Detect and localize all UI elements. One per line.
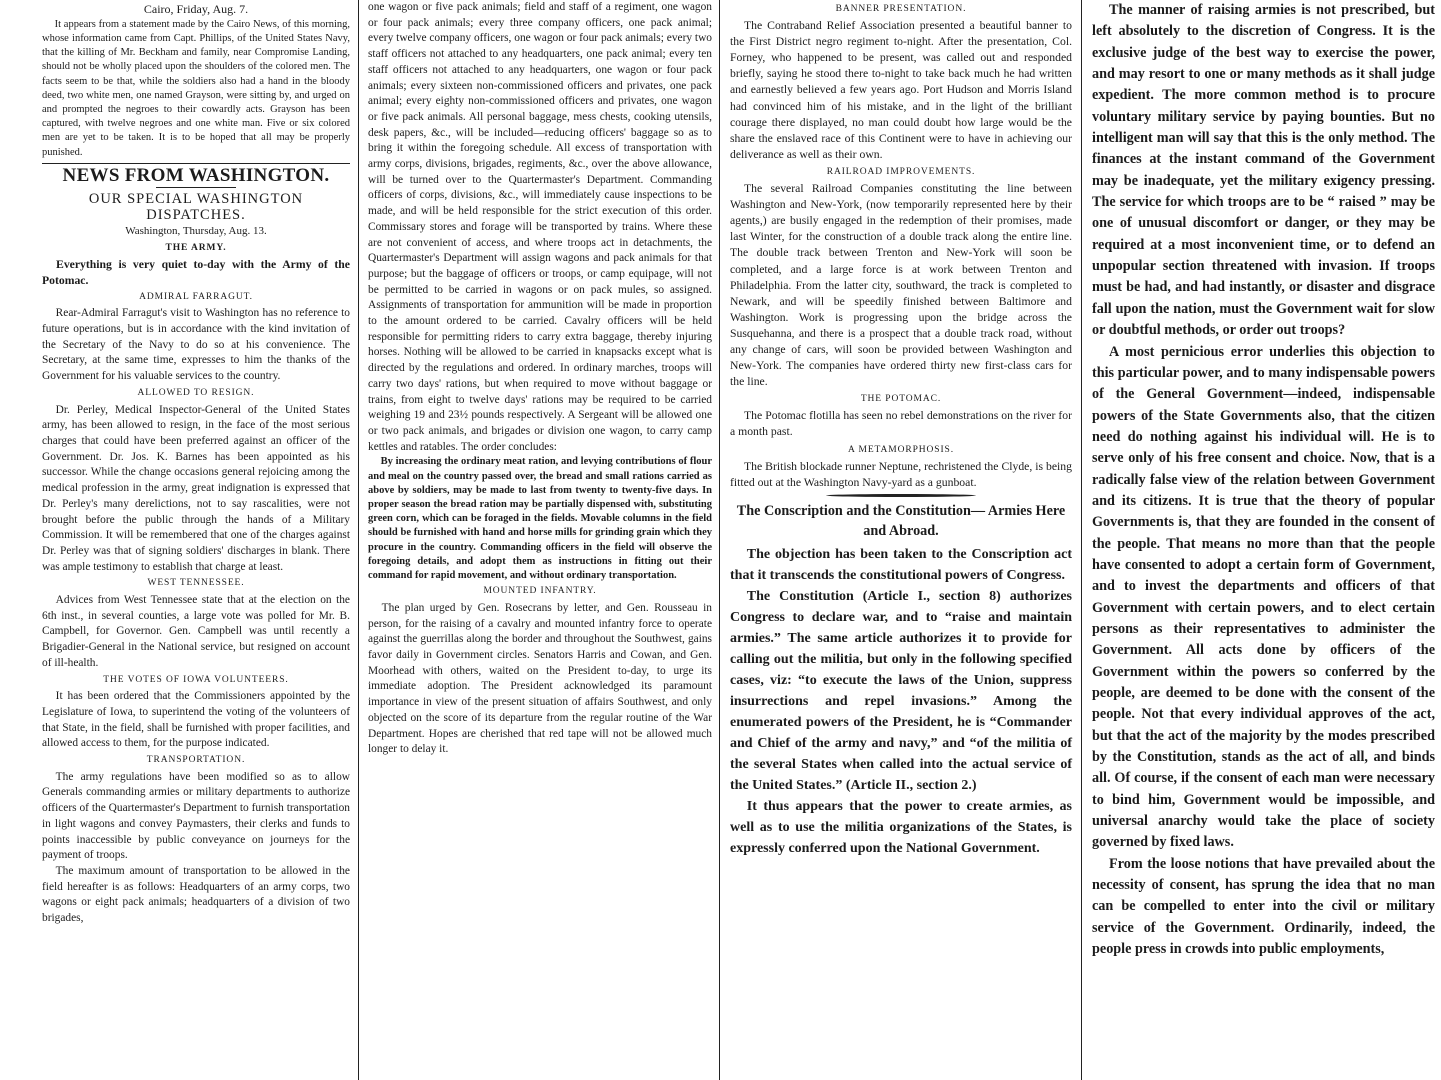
potomac-heading: THE POTOMAC. xyxy=(860,394,942,405)
section-rule xyxy=(42,163,350,164)
railroad-text: The several Railroad Companies constituting the line between Washington and New-York, (now temporarily represented here by their agents,) are busily engaged in the redemption of their promises, made last Winter, for the construction of a double track along the entire line. The double track between Trenton and New-York will soon be completed, and a large force is at work between Trenton and Philadelphia. From the latter city, southward, the track is completed to Newark, and will be speedily finished between Baltimore and Washington. Work is progressing upon the bridge across the Susquehanna, and there is a prospect that a double track road, without any change of cars, will soon be provided between Washington and New-York. The companies have ordered thirty new first-class cars for the line. xyxy=(730,182,1072,389)
editorial-paragraph: A most pernicious error underlies this objection to this particular power, and to many indispensable powers of the General Government—indeed, indispensable powers of the State Governments also, that the citizen need do nothing against his individual will. He is to serve only of his free consent and choice. Now, that is a radically false view of the relation between Government and its citizens. It is true that the theory of popular Governments is, that they are founded in the consent of the people. That means no more than that the people have consented to adopt a certain form of Government, and to invest the departments and officers of that Government with certain powers, and to elect certain persons as their representatives to administer the Government. All acts done by officers of the Government within the powers so conferred by the people, are deemed to be done with the consent of the people. Not that every individual approves of the act, but that the act of the majority by the modes prescribed by the Constitution, stands as the act of all, and binds all. Of course, if the consent of each man were necessary to bind him, Government would be impossible, and universal anarchy would take the place of society governed by fixed laws. xyxy=(1092,343,1435,851)
article-paragraph: It thus appears that the power to create armies, as well as to use the militia organizations of the States, is expressly conferred upon the National Government. xyxy=(730,798,1072,856)
army-heading: THE ARMY. xyxy=(165,242,227,253)
dispatch-heading: OUR SPECIAL WASHINGTON DISPATCHES. xyxy=(88,191,304,224)
decorative-rule xyxy=(826,494,976,497)
column-4 xyxy=(1082,0,1441,1080)
article-paragraph: The objection has been taken to the Conscription act that it transcends the constitutional powers of Congress. xyxy=(730,546,1072,583)
resign-text: Dr. Perley, Medical Inspector-General of the United States army, has been allowed to resign, in the face of the most serious charges that could have been preferred against an officer of the Government. Dr. Jos. K. Barnes has been appointed as his successor. While the change occasions general rejoicing among the medical profession in the army, great indignation is expressed that Dr. Perley's many derelictions, not to say rascalities, were not brought before the public through the hands of a Military Commission. It will be remembered that one of the charges against Dr. Perley was that of signing soldiers' discharges in blank. There was ample testimony to establish that charge at least. xyxy=(42,403,350,573)
cairo-dateline: Cairo, Friday, Aug. 7. xyxy=(143,2,249,16)
iowa-text: It has been ordered that the Commissioners appointed by the Legislature of Iowa, to superintend the voting of the volunteers of that State, in the field, shall be furnished with proper facilities, and allowed access to them, for the purpose indicated. xyxy=(42,690,350,750)
transport-text-2: The maximum amount of transportation to be allowed in the field hereafter is as follows: Headquarters of an army corps, two wagons or eight pack animals; headquarters of a division of two brigades, xyxy=(42,864,350,925)
article-title: The Conscription and the Constitution— Armies Here and Abroad. xyxy=(736,502,1066,539)
banner-heading: BANNER PRESENTATION. xyxy=(835,4,967,14)
tennessee-text: Advices from West Tennessee state that at the election on the 6th inst., in several counties, a large vote was polled for Mr. B. Campbell, for Governor. Gen. Campbell was until recently a Brigadier-General in the National service, but resigned on account of ill-health. xyxy=(42,594,350,669)
column-3 xyxy=(720,0,1082,1080)
metamorphosis-heading: A METAMORPHOSIS. xyxy=(847,444,955,455)
dispatch-dateline: Washington, Thursday, Aug. 13. xyxy=(125,224,267,237)
railroad-heading: RAILROAD IMPROVEMENTS. xyxy=(826,166,976,177)
order-text-1: one wagon or five pack animals; field and staff of a regiment, one wagon or four pack animals; every three company officers, one pack animal; every twelve company officers, one wagon or four pack animals; every two staff officers not attached to any headquarters, one pack animal; every ten staff officers not attached to any headquarters, one wagon or four pack animals; every sixteen non-commissioned officers and privates, one pack animal; every eighty non-commissioned officers and privates, one wagon or five pack animals. All personal baggage, mess chests, cooking utensils, desk papers, &c., will be included—reducing officers' baggage so as to bring it within the foregoing schedule. All excess of transportation with army corps, divisions, brigades, regiments, &c., over the above allowance, will be turned over to the Quartermaster's Department. Commanding officers of corps, divisions, &c., will immediately cause inspections to be made, and will be held responsible for the strict execution of this order. Commissary stores and forage will be transported by trains. Where these are not convenient of access, and where troops act in detachments, the Quartermaster's Department will assign wagons and pack animals for that purpose; but the baggage of officers or troops, or camp equipage, will not be permitted to be carried in wagons or on pack mules, so assigned. Assignments of transportation for ammunition will be made in proportion to the amount ordered to be carried. Cavalry officers will be held responsible for permitting riders to carry extra baggage, thereby injuring horses. Nothing will be allowed to be carried in knapsacks except what is directed by the regulations and ordered. In ordinary marches, troops will carry two days' rations, but when required to move without baggage or trains, from eight to twelve days' rations may be required to be carried weighing 19 and 23½ pounds respectively. A Sergeant will be allowed one or two pack animals, and brigades or division one wagon, to carry camp kettles and ratables. The order concludes: xyxy=(368,1,712,453)
transport-heading: TRANSPORTATION. xyxy=(146,755,246,766)
infantry-text: The plan urged by Gen. Rosecrans by letter, and Gen. Rousseau in person, for the raising of a cavalry and mounted infantry force to operate against the guerrillas along the border and throughout the Southwest, gains favor daily in Government circles. Senators Harris and Cowan, and Gen. Moorhead with others, waited on the President to-day, to urge its immediate adoption. The President acknowledged its paramount importance in view of the present situation of affairs Southwest, and only objected on the score of its departure from the regular routine of the War Department. Hopes are cherished that red tape will not be allowed much longer to delay it. xyxy=(368,601,712,756)
short-rule xyxy=(156,187,236,188)
order-text-2: By increasing the ordinary meat ration, and levying contributions of flour and meal on the country passed over, the bread and small rations carried as above by soldiers, may be made to last from twenty to twenty-five days. In proper season the bread ration may be partially dispensed with, substituting green corn, which can be foraged in the fields. Movable columns in the field should be furnished with hand and horse mills for grinding grain which they procure in the country. Commanding officers in the field will observe the foregoing details, and adopt them as instructions in fitting out their command for rapid movement, and without ordinary transportation. xyxy=(368,456,712,582)
farragut-heading: ADMIRAL FARRAGUT. xyxy=(139,291,253,302)
banner-text: The Contraband Relief Association presented a beautiful banner to the First District negro regiment to-night. After the presentation, Col. Forney, who happened to be present, was called out and responded briefly, saying he stood there to-night to take back much he had written and earnestly believed a few years ago. Port Hudson and Morris Island had convinced him of his mistake, and in the light of the brilliant courage there displayed, no man could doubt how large would be the share the enslaved race of this Continent were to have in achieving our deliverance as well as their own. xyxy=(730,19,1072,161)
column-rule xyxy=(358,0,359,1080)
potomac-text: The Potomac flotilla has seen no rebel demonstrations on the river for a month past. xyxy=(730,409,1072,439)
column-1 xyxy=(0,0,356,1080)
farragut-text: Rear-Admiral Farragut's visit to Washington has no reference to future operations, but is in accordance with the kind invitation of the Secretary of the Navy to do so at his convenience. The Secretary, at the same time, expresses to him the thanks of the Government for his valuable services to the country. xyxy=(42,307,350,383)
article-paragraph: The Constitution (Article I., section 8) authorizes Congress to declare war, and to “raise and maintain armies.” The same article authorizes it to provide for calling out the militia, but only in the following specified cases, viz: “to execute the laws of the Union, suppress insurrections and repel invasions.” Among the enumerated powers of the President, he is “Commander and Chief of the army and navy,” and “of the militia of the several States when called into the actual service of the United States.” (Article II., section 2.) xyxy=(730,588,1072,793)
metamorphosis-text: The British blockade runner Neptune, rechristened the Clyde, is being fitted out at the Washington Navy-yard as a gunboat. xyxy=(730,459,1072,489)
column-2 xyxy=(360,0,720,1080)
news-heading: NEWS FROM WASHINGTON. xyxy=(62,164,330,186)
infantry-heading: MOUNTED INFANTRY. xyxy=(483,586,597,597)
transport-text-1: The army regulations have been modified so as to allow Generals commanding armies or military departments to authorize officers of the Quartermaster's Department to furnish transportation in light wagons and convey Paymasters, their clerks and funds to points inaccessible by public conveyance on journeys for the payment of troops. xyxy=(42,770,350,862)
cairo-text: It appears from a statement made by the Cairo News, of this morning, whose information came from Capt. Phillips, of the United States Navy, that the killing of Mr. Beckham and family, near Compromise Landing, should not be wholly placed upon the shoulders of the colored men. The facts seem to be that, while the soldiers also had a hand in the bloody deed, two white men, one named Grayson, were sitting by, and urged on and prompted the negroes to their cowardly acts. Grayson has been captured, with twelve negroes and one white man. Five or six colored men are yet to be taken. It is to be hoped that all may be properly punished. xyxy=(42,18,350,158)
resign-heading: ALLOWED TO RESIGN. xyxy=(137,387,255,398)
army-text: Everything is very quiet to-day with the Army of the Potomac. xyxy=(42,258,350,287)
editorial-paragraph: From the loose notions that have prevailed about the necessity of consent, has sprung the idea that no man can be compelled to enter into the civil or military service of the Government. Ordinarily, indeed, the people press in crowds into public employments, xyxy=(1092,855,1435,958)
tennessee-heading: WEST TENNESSEE. xyxy=(147,578,245,589)
editorial-paragraph: The manner of raising armies is not prescribed, but left absolutely to the discretion of Congress. It is the exclusive judge of the best way to exercise the power, and may resort to one or many methods as it shall judge expedient. The more common method is to procure voluntary military service by paying bounties. But no intelligent man will say that this is the only method. The finances at the instant command of the Government may be inadequate, yet the military exigency pressing. The service for which troops are to be “ raised ” may be one of unusual discomfort or danger, or they may be required at a most inconvenient time, or to defend an unpopular section threatened with invasion. If troops must be had, and had instantly, or disaster and disgrace fall upon the nation, must the Government wait for slow or doubtful methods, or order out troops? xyxy=(1092,2,1435,339)
iowa-heading: THE VOTES OF IOWA VOLUNTEERS. xyxy=(103,674,289,685)
